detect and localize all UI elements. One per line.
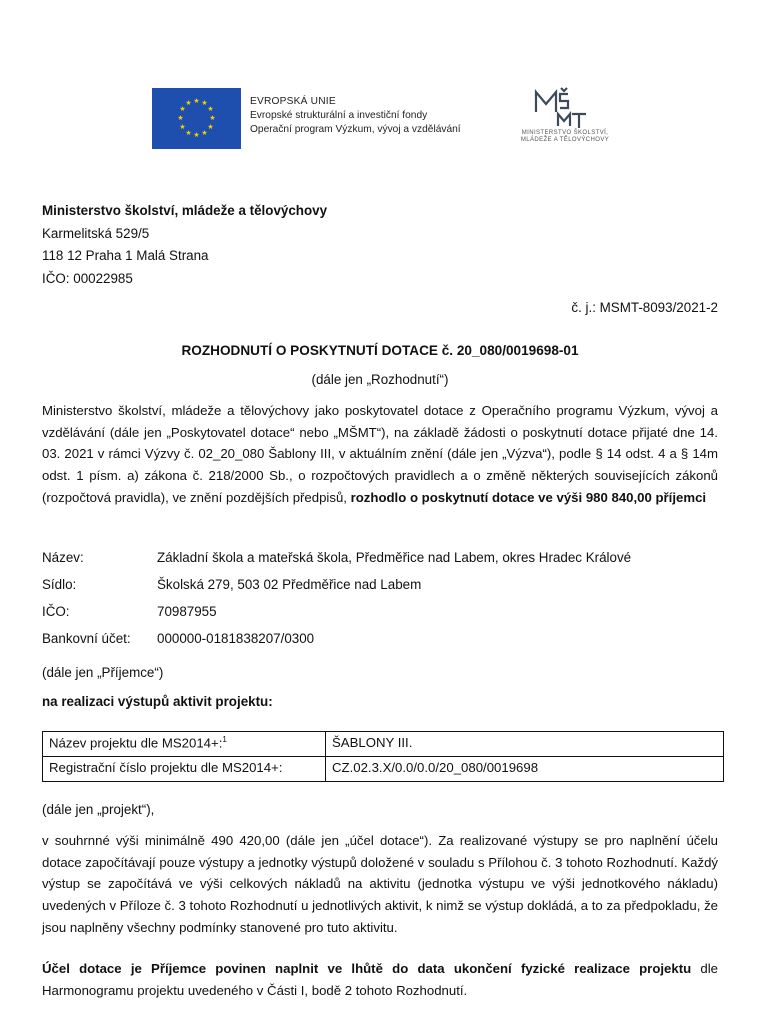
org-ico: IČO: 00022985 xyxy=(42,270,133,286)
table-row xyxy=(43,732,724,757)
svg-text:★: ★ xyxy=(207,123,214,131)
org-name: Ministerstvo školství, mládeže a tělovýchovy xyxy=(42,203,328,218)
svg-text:★: ★ xyxy=(179,123,186,131)
project-reg-label: Registrační číslo projektu dle MS2014+: xyxy=(43,757,326,782)
project-table xyxy=(42,731,724,782)
recipient-value: Základní škola a mateřská škola, Předměřice nad Labem, okres Hradec Králové xyxy=(157,550,632,565)
realizace-heading: na realizaci výstupů aktivit projektu: xyxy=(42,694,273,709)
eu-line3: Operační program Výzkum, vývoj a vzdělávání xyxy=(250,124,461,135)
msmt-logo-text: MŠMT xyxy=(564,144,567,145)
project-name-value: ŠABLONY III. xyxy=(326,732,724,757)
project-reg-value: CZ.02.3.X/0.0/0.0/20_080/0019698 xyxy=(326,757,724,782)
recipient-row xyxy=(42,550,631,577)
project-dale-jen: (dále jen „projekt“), xyxy=(42,802,155,817)
recipient-label: Bankovní účet: xyxy=(42,631,131,646)
msmt-sub-line2: MLÁDEŽE A TĚLOVÝCHOVY xyxy=(520,137,610,143)
purpose-paragraph: v souhrnné výši minimálně 490 420,00 (dále jen „účel dotace“). Za realizované výstupy se pro naplnění účelu dotace započítávají pouze výstupy a jednotky výstupů doložené v souladu s Přílohou č. 3 tohoto Rozhodnutí. Každý výstup se započítává ve výši celkových nákladů na aktivitu (jednotka výstupu ve výši jednotkového nákladu) uvedených v Příloze č. 3 tohoto Rozhodnutí u jednotlivých aktivit, k nimž se výstup dokládá, a to za předpokladu, že jsou naplněny všechny podmínky stanovené pro tuto aktivitu. xyxy=(42,833,718,935)
project-name-label xyxy=(43,732,326,757)
document-subtitle: (dále jen „Rozhodnutí“) xyxy=(311,372,449,387)
svg-text:★: ★ xyxy=(185,129,192,137)
intro-text: Ministerstvo školství, mládeže a tělovýchovy jako poskytovatel dotace z Operačního programu Výzkum, vývoj a vzdělávání (dále jen „Poskytovatel dotace“ nebo „MŠMT“), na základě žádosti o poskytnutí dotace přijaté dne 14. 03. 2021 v rámci Výzvy č. 02_20_080 Šablony III, v aktuálním znění (dále jen „Výzva“), podle § 14 odst. 4 a § 14m odst. 1 písm. a) zákona č. 218/2000 Sb., o rozpočtových pravidlech a o změně některých souvisejících zákonů (rozpočtová pravidla), ve znění pozdějších předpisů, xyxy=(42,403,718,505)
svg-text:★: ★ xyxy=(201,99,208,107)
deadline-rest: dle Harmonogramu projektu uvedeného v Části I, bodě 2 tohoto Rozhodnutí. xyxy=(42,961,718,998)
recipient-dale-jen: (dále jen „Příjemce“) xyxy=(42,665,164,680)
recipient-value: 000000-0181838207/0300 xyxy=(157,631,315,646)
table-row xyxy=(43,757,724,782)
intro-paragraph xyxy=(42,400,718,509)
deadline-bold: Účel dotace je Příjemce povinen naplnit ve lhůtě do data ukončení fyzické realizace projektu xyxy=(42,961,692,976)
eu-line2: Evropské strukturální a investiční fondy xyxy=(250,110,428,121)
svg-text:★: ★ xyxy=(201,129,208,137)
svg-text:★: ★ xyxy=(193,97,200,105)
svg-text:★: ★ xyxy=(177,114,184,122)
eu-stars-icon xyxy=(152,88,241,149)
recipient-row xyxy=(42,631,631,658)
msmt-subtitle xyxy=(500,130,630,144)
org-street: Karmelitská 529/5 xyxy=(42,225,150,241)
recipient-label: Sídlo: xyxy=(42,577,77,592)
recipient-info xyxy=(42,550,631,658)
eu-title: EVROPSKÁ UNIE xyxy=(250,96,336,107)
svg-text:★: ★ xyxy=(193,131,200,139)
recipient-row xyxy=(42,604,631,631)
eu-text-block xyxy=(250,95,461,137)
recipient-label: Název: xyxy=(42,550,84,565)
svg-text:★: ★ xyxy=(207,105,214,113)
deadline-paragraph xyxy=(42,958,718,1001)
intro-bold: rozhodlo o poskytnutí dotace ve výši 980 840,00 příjemci xyxy=(350,489,707,505)
org-city: 118 12 Praha 1 Malá Strana xyxy=(42,248,209,263)
reference-number: č. j.: MSMT-8093/2021-2 xyxy=(571,300,718,315)
recipient-row xyxy=(42,577,631,604)
sender-address xyxy=(42,200,327,290)
svg-text:★: ★ xyxy=(179,105,186,113)
eu-flag-logo xyxy=(152,88,241,149)
recipient-label: IČO: xyxy=(42,604,70,619)
svg-text:★: ★ xyxy=(185,99,192,107)
project-name-label-text: Název projektu dle MS2014+: xyxy=(49,735,223,751)
msmt-sub-line1: MINISTERSTVO ŠKOLSTVÍ, xyxy=(521,130,609,136)
document-title: ROZHODNUTÍ O POSKYTNUTÍ DOTACE č. 20_080/0019698-01 xyxy=(181,343,579,358)
recipient-value: Školská 279, 503 02 Předměřice nad Labem xyxy=(157,577,422,592)
footnote-mark: 1 xyxy=(222,735,227,744)
recipient-value: 70987955 xyxy=(157,604,217,619)
svg-text:★: ★ xyxy=(209,114,216,122)
